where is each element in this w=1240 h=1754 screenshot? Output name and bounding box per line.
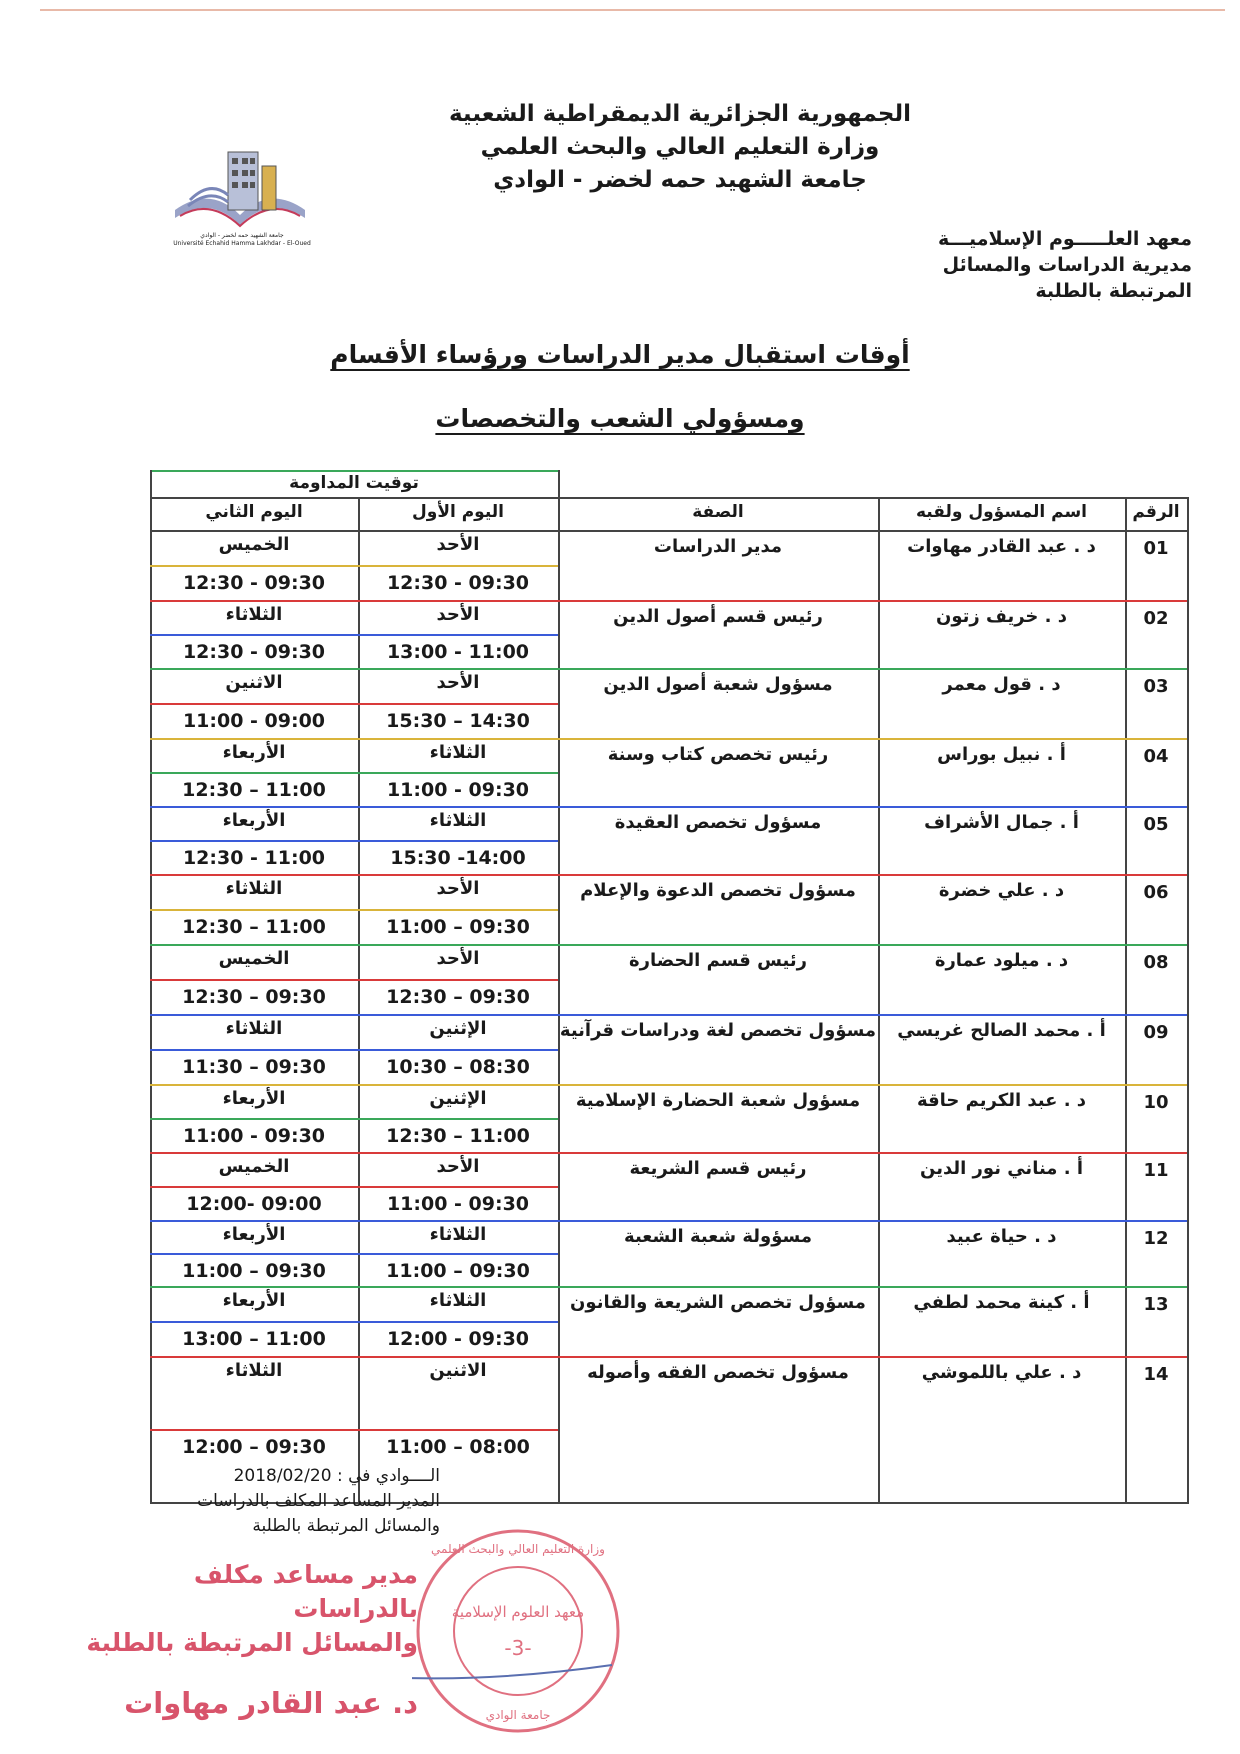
header-bottom-line xyxy=(150,530,1187,532)
row-time2: 12:00 – 09:30 xyxy=(182,1436,326,1458)
row-separator xyxy=(150,1356,1187,1358)
row-time2: 11:00 - 09:30 xyxy=(182,1125,326,1147)
place-date: الــــوادي في : 2018/02/20 xyxy=(233,1466,440,1486)
row-num: 14 xyxy=(1143,1364,1169,1385)
row-num: 05 xyxy=(1143,814,1169,835)
signature-line2: والمسائل المرتبطة بالطلبة xyxy=(86,1628,418,1657)
row-time2: 12:30 – 11:00 xyxy=(182,916,326,938)
time-separator xyxy=(150,1429,558,1431)
row-day2: الاثنين xyxy=(225,672,283,693)
row-day1: الأحد xyxy=(436,1156,480,1177)
row-time1: 11:00 - 09:30 xyxy=(386,779,530,801)
row-time2: 12:00- 09:00 xyxy=(186,1193,322,1215)
row-day1: الاثنين xyxy=(429,1360,487,1381)
directorate-line1: مديرية الدراسات والمسائل xyxy=(942,254,1192,276)
row-role: مسؤول شعبة أصول الدين xyxy=(603,674,833,695)
signature-name: د. عبد القادر مهاوات xyxy=(124,1686,418,1720)
header-role: الصفة xyxy=(692,502,744,522)
row-time1: 11:00 – 09:30 xyxy=(386,1260,530,1282)
row-num: 06 xyxy=(1143,882,1169,903)
row-role: مسؤولة شعبة الشعبة xyxy=(624,1226,812,1247)
row-num: 10 xyxy=(1143,1092,1169,1113)
row-name: د . علي باللموشي xyxy=(921,1362,1082,1383)
row-day1: الأحد xyxy=(436,878,480,899)
row-num: 08 xyxy=(1143,952,1169,973)
row-day1: الإثنين xyxy=(429,1088,487,1109)
row-separator xyxy=(150,1286,1187,1288)
row-time1: 13:00 - 11:00 xyxy=(386,641,530,663)
row-time2: 11:30 – 09:30 xyxy=(182,1056,326,1078)
title-line1: أوقات استقبال مدير الدراسات ورؤساء الأقسام xyxy=(330,340,910,369)
row-time1: 12:30 - 09:30 xyxy=(386,572,530,594)
header-name: اسم المسؤول ولقبه xyxy=(915,502,1088,522)
header-top-line xyxy=(150,470,558,472)
footer-title-line1: المدير المساعد المكلف بالدراسات xyxy=(197,1491,440,1511)
row-time1: 12:30 – 09:30 xyxy=(386,986,530,1008)
row-name: أ . كينة محمد لطفي xyxy=(913,1292,1090,1313)
row-name: د . حياة عبيد xyxy=(946,1226,1057,1247)
row-name: د . عبد الكريم حاقة xyxy=(916,1090,1087,1111)
row-day1: الثلاثاء xyxy=(429,810,487,831)
row-day1: الأحد xyxy=(436,672,480,693)
row-time2: 12:30 - 09:30 xyxy=(182,641,326,663)
time-separator xyxy=(150,565,558,567)
row-time2: 12:30 – 09:30 xyxy=(182,986,326,1008)
row-day1: الثلاثاء xyxy=(429,1224,487,1245)
time-separator xyxy=(150,1186,558,1188)
row-day2: الأربعاء xyxy=(222,1224,286,1245)
time-separator xyxy=(150,772,558,774)
row-day2: الخميس xyxy=(218,948,290,969)
row-name: د . قول معمر xyxy=(942,674,1061,695)
row-name: د . ميلود عمارة xyxy=(934,950,1069,971)
row-time1: 15:30 -14:00 xyxy=(390,847,526,869)
row-time2: 13:00 – 11:00 xyxy=(182,1328,326,1350)
row-role: رئيس تخصص كتاب وسنة xyxy=(607,744,829,765)
row-day2: الثلاثاء xyxy=(225,1018,283,1039)
row-day2: الثلاثاء xyxy=(225,1360,283,1381)
time-separator xyxy=(150,634,558,636)
row-name: أ . محمد الصالح غريسي xyxy=(897,1020,1106,1041)
row-num: 01 xyxy=(1143,538,1169,559)
row-name: أ . جمال الأشراف xyxy=(924,812,1079,833)
row-separator xyxy=(150,600,1187,602)
ministry-name: وزارة التعليم العالي والبحث العلمي xyxy=(480,134,880,160)
row-time2: 12:30 - 09:30 xyxy=(182,572,326,594)
row-role: مسؤول شعبة الحضارة الإسلامية xyxy=(575,1090,861,1111)
row-time2: 12:30 - 11:00 xyxy=(182,847,326,869)
row-name: أ . نبيل بوراس xyxy=(937,744,1066,765)
row-day1: الأحد xyxy=(436,534,480,555)
row-separator xyxy=(150,1014,1187,1016)
stamp-ring-top: وزارة التعليم العالي والبحث العلمي xyxy=(431,1542,605,1556)
row-time1: 10:30 – 08:30 xyxy=(386,1056,530,1078)
institute-name: معهد العلـــــوم الإسلاميـــة xyxy=(938,228,1192,250)
time-separator xyxy=(150,909,558,911)
row-name: د . خريف زتون xyxy=(935,606,1067,627)
header-num: الرقم xyxy=(1132,502,1180,522)
title-line2: ومسؤولي الشعب والتخصصات xyxy=(435,404,805,433)
row-num: 04 xyxy=(1143,746,1169,767)
row-day1: الثلاثاء xyxy=(429,742,487,763)
row-day2: الأربعاء xyxy=(222,1290,286,1311)
republic-name: الجمهورية الجزائرية الديمقراطية الشعبية xyxy=(448,101,912,127)
row-role: رئيس قسم الحضارة xyxy=(628,950,808,971)
row-separator xyxy=(150,1152,1187,1154)
row-day2: الخميس xyxy=(218,534,290,555)
row-role: مدير الدراسات xyxy=(653,536,783,557)
row-role: مسؤول تخصص الدعوة والإعلام xyxy=(580,880,856,901)
table-vline xyxy=(1187,497,1189,1502)
time-separator xyxy=(150,1321,558,1323)
header-schedule: توقيت المداومة xyxy=(289,473,419,493)
stamp-number: -3- xyxy=(504,1636,532,1660)
stamp-ring-bottom: جامعة الوادي xyxy=(485,1708,551,1722)
row-time1: 11:00 – 08:00 xyxy=(386,1436,530,1458)
row-separator xyxy=(150,806,1187,808)
header-day1: اليوم الأول xyxy=(412,502,504,522)
header-day2: اليوم الثاني xyxy=(205,502,303,522)
row-role: مسؤول تخصص العقيدة xyxy=(614,812,822,833)
header-right-line xyxy=(558,470,560,497)
row-time1: 11:00 – 09:30 xyxy=(386,916,530,938)
time-separator xyxy=(150,840,558,842)
row-time1: 12:00 - 09:30 xyxy=(386,1328,530,1350)
row-num: 03 xyxy=(1143,676,1169,697)
directorate-line2: المرتبطة بالطلبة xyxy=(1035,280,1192,302)
row-time2: 11:00 - 09:00 xyxy=(182,710,326,732)
university-name: جامعة الشهيد حمه لخضر - الوادي xyxy=(493,167,867,193)
row-separator xyxy=(150,1084,1187,1086)
row-num: 13 xyxy=(1143,1294,1169,1315)
time-separator xyxy=(150,1253,558,1255)
table-vline xyxy=(878,497,880,1502)
row-day2: الخميس xyxy=(218,1156,290,1177)
row-num: 11 xyxy=(1143,1160,1169,1181)
time-separator xyxy=(150,703,558,705)
row-separator xyxy=(150,1220,1187,1222)
signature-block xyxy=(78,1558,418,1720)
row-separator xyxy=(150,874,1187,876)
logo-caption-ar: جامعة الشهيد حمه لخضر - الوادي xyxy=(200,232,284,239)
row-separator xyxy=(150,668,1187,670)
row-num: 12 xyxy=(1143,1228,1169,1249)
row-role: رئيس قسم الشريعة xyxy=(629,1158,807,1179)
logo-caption-fr: Université Echahid Hamma Lakhdar - El-Oued xyxy=(173,240,311,247)
row-day2: الأربعاء xyxy=(222,1088,286,1109)
row-time1: 12:30 – 11:00 xyxy=(386,1125,530,1147)
row-name: د . علي خضرة xyxy=(938,880,1065,901)
row-role: مسؤول تخصص لغة ودراسات قرآنية xyxy=(559,1020,877,1041)
row-time2: 12:30 – 11:00 xyxy=(182,779,326,801)
row-name: أ . مناني نور الدين xyxy=(920,1158,1083,1179)
official-stamp-icon xyxy=(412,1525,624,1737)
row-day1: الأحد xyxy=(436,948,480,969)
row-day2: الأربعاء xyxy=(222,742,286,763)
table-vline xyxy=(558,497,560,1502)
row-time1: 15:30 – 14:30 xyxy=(386,710,530,732)
row-name: د . عبد القادر مهاوات xyxy=(907,536,1096,557)
row-time1: 11:00 - 09:30 xyxy=(386,1193,530,1215)
time-separator xyxy=(150,1049,558,1051)
stamp-center-text: معهد العلوم الإسلامية xyxy=(451,1603,585,1621)
footer-title-line2: والمسائل المرتبطة بالطلبة xyxy=(252,1516,440,1536)
time-separator xyxy=(150,1118,558,1120)
row-num: 02 xyxy=(1143,608,1169,629)
row-role: مسؤول تخصص الشريعة والقانون xyxy=(570,1292,866,1313)
row-day1: الثلاثاء xyxy=(429,1290,487,1311)
row-separator xyxy=(150,944,1187,946)
row-day2: الثلاثاء xyxy=(225,878,283,899)
row-time2: 11:00 – 09:30 xyxy=(182,1260,326,1282)
row-day1: الأحد xyxy=(436,604,480,625)
footer-block xyxy=(140,1464,440,1539)
row-separator xyxy=(150,738,1187,740)
time-separator xyxy=(150,979,558,981)
row-day1: الإثنين xyxy=(429,1018,487,1039)
row-num: 09 xyxy=(1143,1022,1169,1043)
row-day2: الثلاثاء xyxy=(225,604,283,625)
table-vline xyxy=(1125,497,1127,1502)
row-day2: الأربعاء xyxy=(222,810,286,831)
header-mid-line xyxy=(150,497,1187,499)
row-role: رئيس قسم أصول الدين xyxy=(613,606,823,627)
row-role: مسؤول تخصص الفقه وأصوله xyxy=(587,1362,849,1383)
signature-line1: مدير مساعد مكلف بالدراسات xyxy=(193,1560,418,1623)
